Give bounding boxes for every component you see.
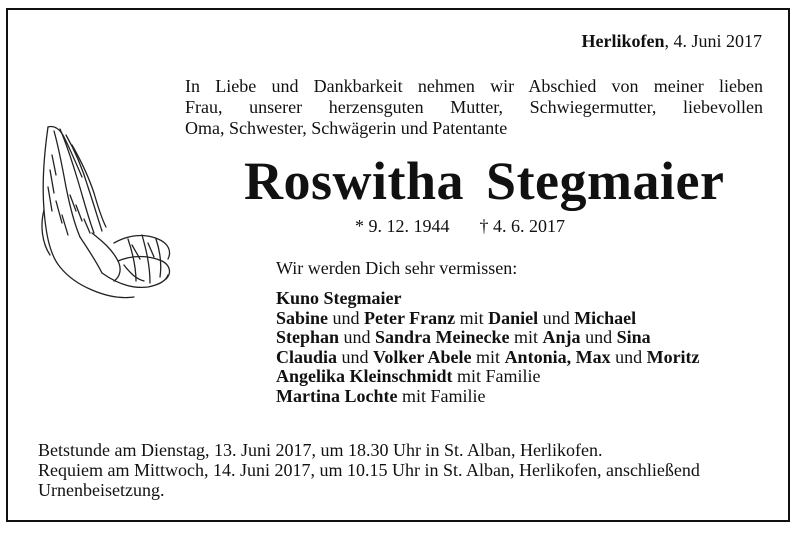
service-line: Requiem am Mittwoch, 14. Juni 2017, um 10.15 Uhr in St. Alban, Herlikofen, anschließend <box>38 460 700 480</box>
intro-line: In Liebe und Dankbarkeit nehmen wir Abschied von meiner lieben <box>185 76 763 96</box>
mourner-row <box>276 328 700 348</box>
mourner-name: Claudia <box>276 346 338 367</box>
mourner-name: Sina <box>616 327 651 348</box>
mourner-name: Antonia, Max <box>504 346 611 367</box>
intro-text <box>185 76 763 139</box>
service-line: Betstunde am Dienstag, 13. Juni 2017, um 18.30 Uhr in St. Alban, Herlikofen. <box>38 440 603 460</box>
connector: mit <box>471 346 505 367</box>
connector: mit Familie <box>397 385 486 406</box>
first-name: Roswitha <box>244 151 465 211</box>
connector: mit Familie <box>452 366 541 387</box>
connector: mit <box>455 307 489 328</box>
last-name: Stegmaier <box>486 151 725 211</box>
life-dates <box>355 216 565 237</box>
mourner-name: Kuno Stegmaier <box>276 288 402 308</box>
connector: und <box>610 346 647 367</box>
mourner-name: Moritz <box>646 346 700 367</box>
mourners-list <box>276 289 700 407</box>
service-line: Urnenbeisetzung. <box>38 480 165 500</box>
mourner-name: Volker Abele <box>373 346 472 367</box>
farewell-message: Wir werden Dich sehr vermissen: <box>276 258 518 278</box>
mourner-name: Peter Franz <box>364 307 456 328</box>
mourner-row <box>276 387 700 407</box>
mourner-name: Michael <box>574 307 637 328</box>
birth-date: * 9. 12. 1944 <box>355 216 450 236</box>
date: , 4. Juni 2017 <box>664 31 762 51</box>
service-info <box>38 440 700 500</box>
intro-line: Frau, unserer herzensguten Mutter, Schwiegermutter, liebevollen <box>185 97 763 117</box>
mourner-name: Sabine <box>276 307 329 328</box>
mourner-row <box>276 289 700 309</box>
connector: und <box>580 327 617 348</box>
mourner-name: Daniel <box>488 307 539 328</box>
mourner-name: Sandra Meinecke <box>375 327 510 348</box>
connector: mit <box>509 327 543 348</box>
place: Herlikofen <box>581 31 665 51</box>
connector: und <box>339 327 376 348</box>
mourner-row <box>276 367 700 387</box>
mourner-name: Angelika Kleinschmidt <box>276 366 453 387</box>
mourner-row <box>276 348 700 368</box>
connector: und <box>328 307 365 328</box>
place-date <box>581 31 762 52</box>
praying-hands-icon <box>32 115 177 310</box>
death-date: † 4. 6. 2017 <box>479 216 565 236</box>
intro-line: Oma, Schwester, Schwägerin und Patentante <box>185 118 508 138</box>
connector: und <box>538 307 575 328</box>
mourner-row <box>276 309 700 329</box>
connector: und <box>337 346 374 367</box>
deceased-name <box>244 150 724 212</box>
mourner-name: Martina Lochte <box>276 385 398 406</box>
mourner-name: Stephan <box>276 327 340 348</box>
mourner-name: Anja <box>542 327 581 348</box>
